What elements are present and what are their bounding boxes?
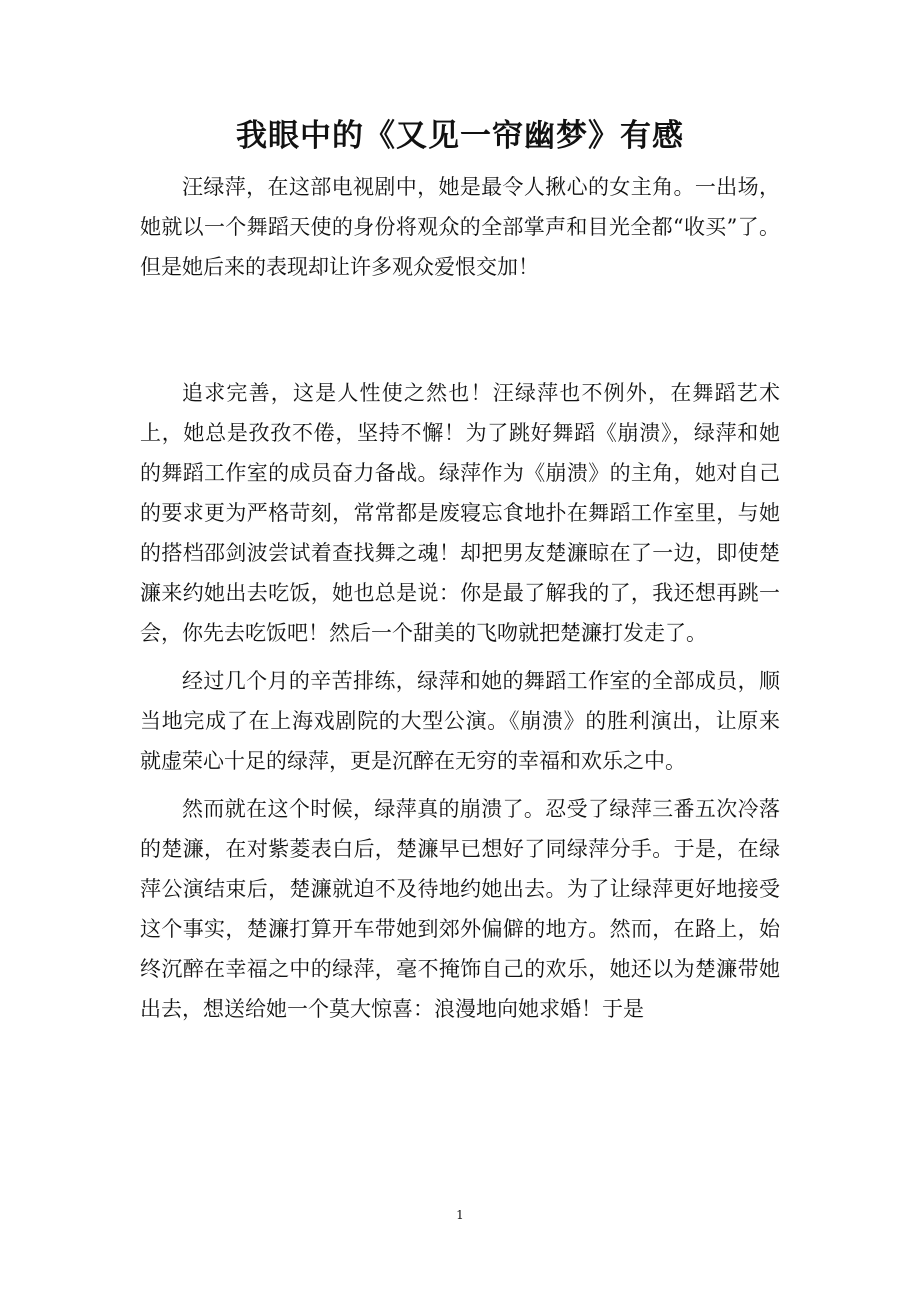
page-number: 1 [456, 1208, 464, 1222]
document-body [140, 167, 780, 1029]
paragraph-4: 然而就在这个时候，绿萍真的崩溃了。忍受了绿萍三番五次冷落的楚濂，在对紫菱表白后，楚濂早已想好了同绿萍分手。于是，在绿萍公演结束后，楚濂就迫不及待地约她出去。为了让绿萍更好地接受这个事实，楚濂打算开车带她到郊外偏僻的地方。然而，在路上，始终沉醉在幸福之中的绿萍，毫不掩饰自己的欢乐，她还以为楚濂带她出去，想送给她一个莫大惊喜：浪漫地向她求婚！于是 [140, 797, 780, 1021]
paragraph-gap [140, 287, 780, 373]
document-title: 我眼中的《又见一帘幽梦》有感 [236, 118, 684, 154]
paragraph-2: 追求完善，这是人性使之然也！汪绿萍也不例外，在舞蹈艺术上，她总是孜孜不倦，坚持不懈！为了跳好舞蹈《崩溃》，绿萍和她的舞蹈工作室的成员奋力备战。绿萍作为《崩溃》的主角，她对自己的要求更为严格苛刻，常常都是废寝忘食地扑在舞蹈工作室里，与她的搭档邵剑波尝试着查找舞之魂！却把男友楚濂晾在了一边，即使楚濂来约她出去吃饭，她也总是说：你是最了解我的了，我还想再跳一会，你先去吃饭吧！然后一个甜美的飞吻就把楚濂打发走了。 [140, 381, 780, 645]
paragraph-1: 汪绿萍，在这部电视剧中，她是最令人揪心的女主角。一出场，她就以一个舞蹈天使的身份将观众的全部掌声和目光全都“收买”了。但是她后来的表现却让许多观众爱恨交加！ [140, 175, 780, 279]
paragraph-3: 经过几个月的辛苦排练，绿萍和她的舞蹈工作室的全部成员，顺当地完成了在上海戏剧院的大型公演。《崩溃》的胜利演出，让原来就虚荣心十足的绿萍，更是沉醉在无穷的幸福和欢乐之中。 [140, 669, 780, 773]
